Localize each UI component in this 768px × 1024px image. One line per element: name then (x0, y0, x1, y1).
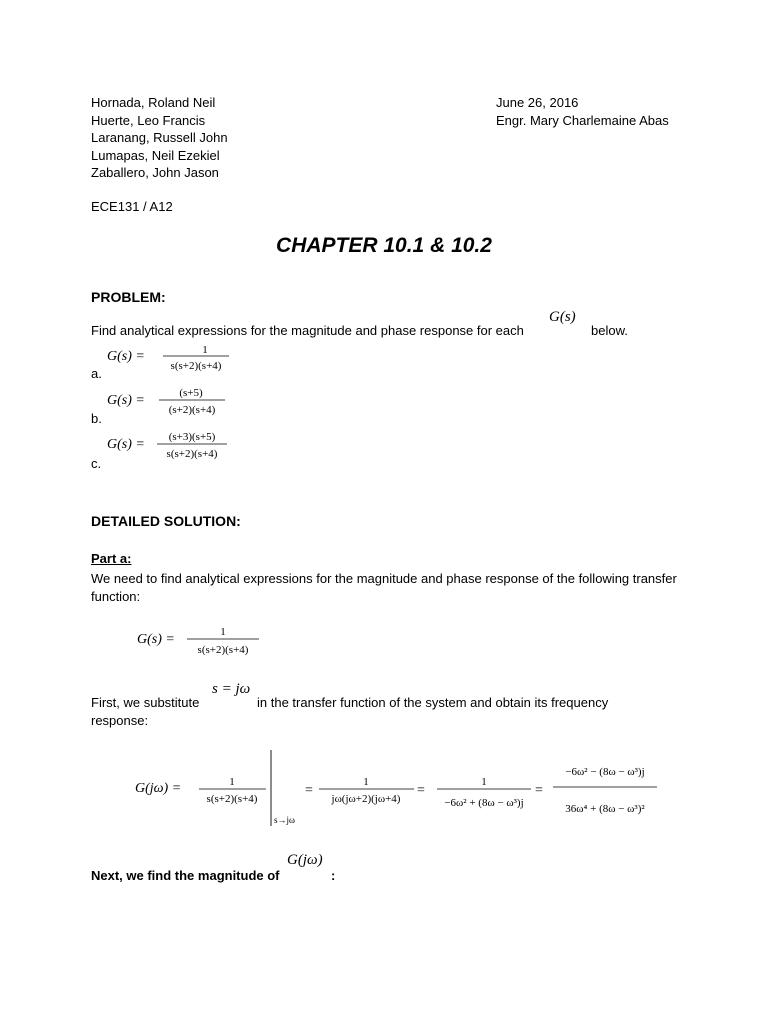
next-step-symbol: G(jω) (287, 852, 323, 868)
author-name: Lumapas, Neil Ezekiel (91, 147, 220, 163)
equals-sign: = (417, 783, 425, 798)
statement-suffix: below. (591, 323, 628, 338)
equation-numerator: (s+3)(s+5) (168, 431, 216, 443)
statement-text: Find analytical expressions for the magnitude and phase response for each (91, 323, 524, 338)
fraction-numerator: −6ω² − (8ω − ω³)j (565, 766, 645, 778)
next-step-text: Next, we find the magnitude of (91, 868, 280, 883)
equation-lhs: G(s) = (107, 349, 145, 364)
author-list (91, 94, 228, 182)
equation-c (105, 428, 235, 464)
equation-b (105, 384, 235, 420)
equation-denominator: s(s+2)(s+4) (197, 644, 249, 656)
fraction-numerator: 1 (363, 776, 369, 788)
equals-sign: = (535, 783, 543, 798)
author-name: Laranang, Russell John (91, 130, 228, 145)
fraction-denominator: jω(jω+2)(jω+4) (331, 793, 401, 805)
fraction-numerator: 1 (229, 776, 235, 788)
substitute-continuation: response: (91, 713, 149, 728)
item-label: b. (91, 411, 102, 426)
equation-lhs: G(s) = (137, 632, 175, 647)
equation-numerator: 1 (202, 344, 208, 356)
substitute-symbol: s = jω (212, 681, 251, 697)
equation-denominator: s(s+2)(s+4) (170, 360, 222, 372)
statement-symbol: G(s) (549, 309, 576, 325)
part-intro: We need to find analytical expressions for the magnitude and phase response of the following transfer function: (91, 571, 677, 604)
equation-lhs: G(s) = (107, 437, 145, 452)
item-label: c. (91, 456, 102, 471)
equation-denominator: s(s+2)(s+4) (166, 448, 218, 460)
document-date: June 26, 2016 (496, 95, 579, 110)
next-step-suffix: : (331, 868, 336, 883)
equation-a (105, 340, 235, 376)
frequency-response-equation (133, 748, 673, 830)
substitute-text: First, we substitute (91, 695, 200, 710)
equals-sign: = (305, 783, 313, 798)
evaluation-subscript: s→jω (274, 815, 295, 825)
equation-numerator: (s+5) (179, 387, 203, 399)
equation-lhs: G(s) = (107, 393, 145, 408)
page-title: CHAPTER 10.1 & 10.2 (276, 234, 492, 257)
header-meta (496, 94, 669, 129)
solution-heading: DETAILED SOLUTION: (91, 513, 241, 529)
part-title: Part a: (91, 551, 132, 566)
problem-heading: PROBLEM: (91, 289, 166, 305)
equation-lhs: G(jω) = (135, 781, 182, 796)
fraction-denominator: s(s+2)(s+4) (206, 793, 258, 805)
fraction-numerator: 1 (481, 776, 487, 788)
substitute-suffix: in the transfer function of the system and obtain its frequency (257, 695, 609, 710)
fraction-denominator: 36ω⁴ + (8ω − ω³)² (565, 803, 645, 815)
author-name: Hornada, Roland Neil (91, 95, 216, 110)
item-label: a. (91, 366, 102, 381)
equation-numerator: 1 (220, 626, 226, 638)
author-name: Huerte, Leo Francis (91, 112, 206, 128)
author-name: Zaballero, John Jason (91, 165, 219, 180)
course-code: ECE131 / A12 (91, 199, 173, 214)
equation-denominator: (s+2)(s+4) (168, 404, 216, 416)
fraction-denominator: −6ω² + (8ω − ω³)j (444, 797, 524, 809)
instructor-name: Engr. Mary Charlemaine Abas (496, 112, 669, 128)
problem-statement (91, 323, 524, 338)
transfer-function (135, 622, 270, 660)
